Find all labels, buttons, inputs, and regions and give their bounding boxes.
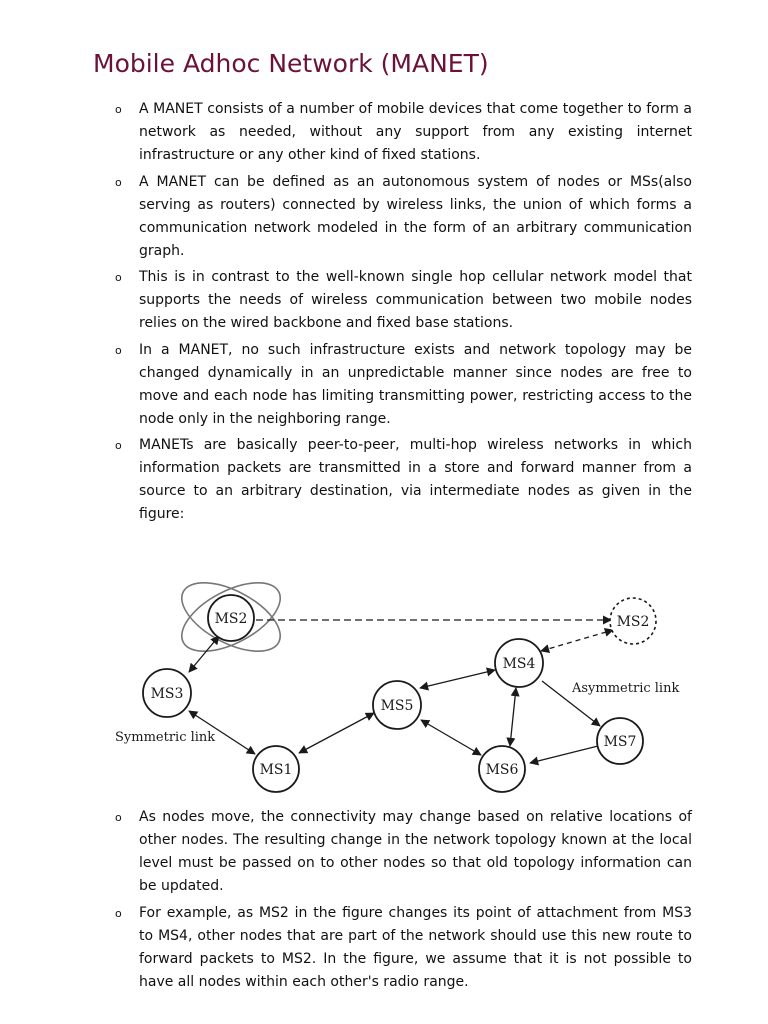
link-ms1-ms5 <box>299 713 374 753</box>
node-label: MS5 <box>380 698 414 714</box>
bullet-marker: o <box>115 906 122 920</box>
network-diagram <box>105 560 705 800</box>
bullet-text: As nodes move, the connectivity may change based on relative locations of other nodes. The resulting change in the network topology known at the local level must be passed on to other nodes so that old topology information can be updated. <box>139 809 692 894</box>
bullet-marker: o <box>115 175 122 189</box>
node-ms5 <box>373 681 421 729</box>
node-label: MS2 <box>214 611 248 627</box>
link-ms7-ms6 <box>530 746 598 763</box>
bullet-list-top <box>0 98 692 530</box>
bullet-text: A MANET can be defined as an autonomous system of nodes or MSs(also serving as routers) connected by wireless links, the union of which forms a communication network modeled in the form of an arbitrary communication graph. <box>139 173 692 259</box>
node-ms4 <box>495 639 543 687</box>
node-ms2-moved <box>610 598 656 644</box>
link-ms4-ms6 <box>510 688 516 746</box>
bullet-text: MANETs are basically peer-to-peer, multi-hop wireless networks in which information packets are transmitted in a store and forward manner from a source to an arbitrary destination, via intermediate nodes as given in the figure: <box>139 437 692 522</box>
node-ms1 <box>253 746 299 792</box>
bullet-text: For example, as MS2 in the figure changes its point of attachment from MS3 to MS4, other nodes that are part of the network should use this new route to forward packets to MS2. In the figure, we assume that it is not possible to have all nodes within each other's radio range. <box>139 904 692 990</box>
link-ms2-ms3 <box>189 636 219 672</box>
bullet-marker: o <box>115 811 122 824</box>
bullet-marker: o <box>115 103 122 116</box>
bullet-item <box>0 806 692 898</box>
bullet-text: In a MANET, no such infrastructure exists and network topology may be changed dynamically in an unpredictable manner since nodes are free to move and each node has limiting transmitting power, restricting access to the node only in the neighboring range. <box>139 341 692 427</box>
node-ms6 <box>479 746 525 792</box>
asymmetric-link-label: Asymmetric link <box>572 681 680 696</box>
link-ms5-ms6 <box>421 720 481 755</box>
node-ms7 <box>597 718 643 764</box>
symmetric-link-label: Symmetric link <box>115 730 216 745</box>
node-label: MS2 <box>616 614 650 630</box>
node-label: MS6 <box>485 762 519 778</box>
bullet-marker: o <box>115 271 122 284</box>
node-ms3 <box>143 669 191 717</box>
bullet-item <box>0 266 692 335</box>
node-ms2 <box>208 595 254 641</box>
bullet-list-bottom <box>0 806 692 997</box>
bullet-item <box>0 171 692 263</box>
node-label: MS1 <box>259 762 293 778</box>
bullet-item <box>0 98 692 167</box>
node-label: MS7 <box>603 734 637 750</box>
bullet-marker: o <box>115 439 122 452</box>
bullet-item <box>0 902 692 994</box>
node-label: MS3 <box>150 686 184 702</box>
manet-network-figure <box>105 560 705 800</box>
bullet-text: This is in contrast to the well-known single hop cellular network model that supports the needs of wireless communication between two mobile nodes relies on the wired backbone and fixed base stations. <box>139 269 692 331</box>
page-title: Mobile Adhoc Network (MANET) <box>93 49 489 78</box>
bullet-item <box>0 339 692 431</box>
bullet-item <box>0 434 692 526</box>
node-label: MS4 <box>502 656 536 672</box>
bullet-text: A MANET consists of a number of mobile devices that come together to form a network as needed, without any support from any existing internet infrastructure or any other kind of fixed stations. <box>139 101 692 163</box>
bullet-marker: o <box>115 343 122 357</box>
link-ms4-ms2moved <box>541 630 613 651</box>
link-ms5-ms4 <box>420 670 495 688</box>
